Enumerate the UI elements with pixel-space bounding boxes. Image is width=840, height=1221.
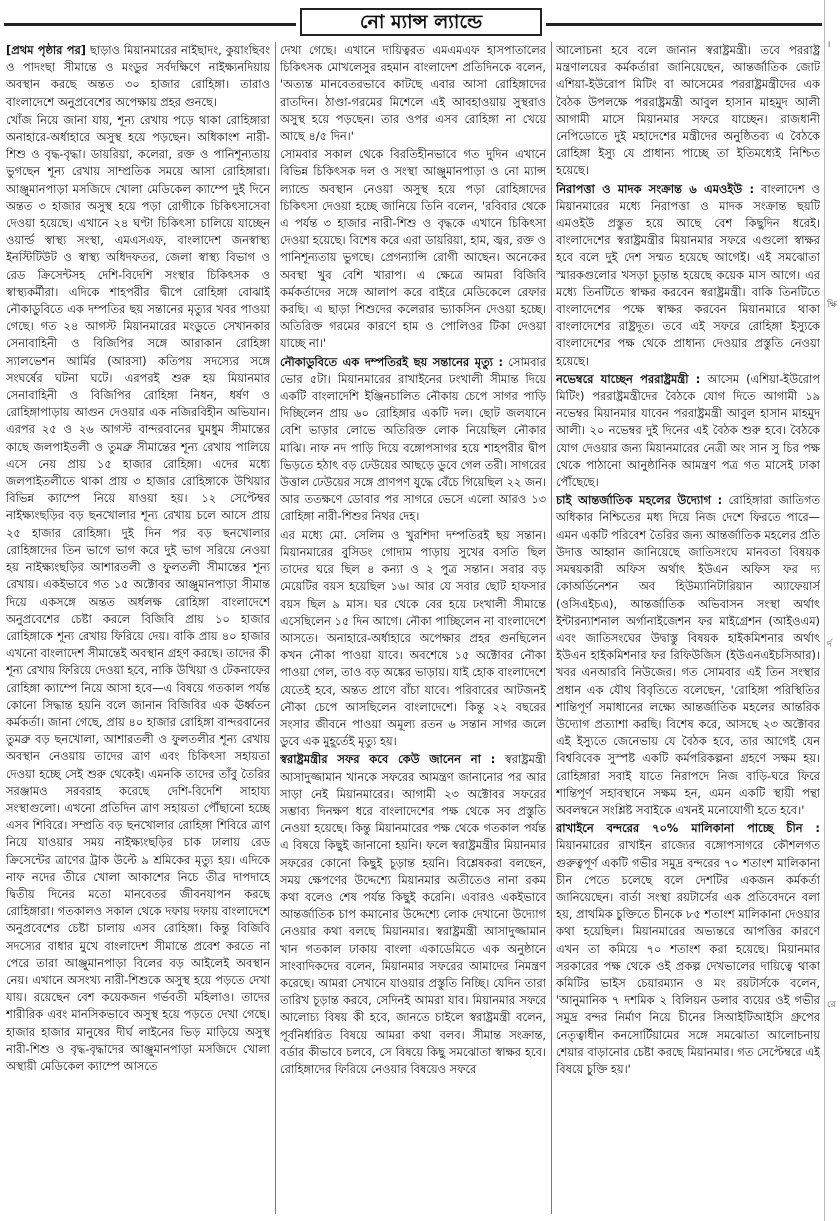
paragraph: দেখা গেছে। এখানে দায়িত্বরত এমএমএফ হাসপাতালের চিকিৎসক মোখলেসুর রহমান বাংলাদেশ প্রতিদিনকে বলেন, 'অত্যন্ত মানবেতরভাবে কাটছে এবার আসা রোহিঙ্গাদের রাতদিন। ঠাণ্ডা-গরমের মিশেলে এই আবহাওয়ায় সুস্থরাও অসুস্থ হয়ে পড়ছেন। তার ওপর এসব রোহিঙ্গা না খেয়ে আছে ৪/৫ দিন।'	[280, 43, 546, 144]
paragraph	[280, 354, 546, 526]
paragraph-text: বাংলাদেশ ও মিয়ানমারের মধ্যে নিরাপত্তা ও মাদক সংক্রান্ত ছয়টি এমওইউ প্রস্তুত হয়ে আছে বেশ কিছুদিন ধরেই। বাংলাদেশের স্বরাষ্ট্রমন্ত্রীর মিয়ানমার সফরে এগুলো স্বাক্ষর হবে বলে দুই দেশ সম্মত হয়েছে আগেই। এই সমঝোতা স্মারকগুলোর খসড়া চূড়ান্ত হয়েছে কয়েক মাস আগে। এর মধ্যে তিনটিতে স্বাক্ষর করবেন স্বরাষ্ট্রমন্ত্রী। বাকি তিনটিতে বাংলাদেশের পক্ষে স্বাক্ষর করবেন মিয়ানমারে থাকা বাংলাদেশের রাষ্ট্রদূত। তবে এই সফরে রোহিঙ্গা ইস্যুকে বাংলাদেশের পক্ষ থেকে প্রাধান্য দেওয়ার প্রস্তুতি নেওয়া হয়েছে।	[556, 181, 820, 368]
paragraph: আলোচনা হবে বলে জানান স্বরাষ্ট্রমন্ত্রী। তবে পররাষ্ট্র মন্ত্রণালয়ের কর্মকর্তারা জানিয়েছেন, আন্তর্জাতিক জোট এশিয়া-ইউরোপ মিটিং বা আসেমের পররাষ্ট্রমন্ত্রীদের এক বৈঠক উপলক্ষে পররাষ্ট্রমন্ত্রী আবুল হাসান মাহমুদ আলী আগামী মাসে মিয়ানমার সফরে যাচ্ছেন। রাজধানী নেপিডোতে দুই মহাদেশের মন্ত্রীদের অনুষ্ঠিতব্য এ বৈঠকে রোহিঙ্গা ইস্যু যে প্রাধান্য পাচ্ছে তা ইতিমধ্যেই নিশ্চিত হয়েছে।	[556, 43, 820, 178]
continuation-marker: [প্রথম পৃষ্ঠার পর]	[6, 43, 86, 57]
article-column-2	[280, 42, 546, 1214]
edge-fragment: ক্ষি	[827, 300, 837, 310]
subheading: স্বরাষ্ট্রমন্ত্রীর সফর কবে কেউ জানেন না :	[280, 752, 496, 767]
paragraph	[280, 751, 546, 1078]
article-column-3	[556, 42, 820, 1214]
edge-fragment: রে	[827, 1000, 836, 1010]
header-rule-left	[4, 23, 296, 26]
paragraph	[556, 371, 820, 491]
adjacent-column-edge	[826, 0, 840, 1221]
column-divider	[275, 42, 276, 1214]
subheading: নৌকাডুবিতে এক দম্পতিরই ছয় সন্তানের মৃত্যু :	[280, 354, 504, 369]
article-column-1	[6, 42, 270, 1214]
edge-divider	[824, 0, 825, 1221]
edge-fragment: ।	[827, 40, 831, 50]
subheading: নিরাপত্তা ও মাদক সংক্রান্ত ৬ এমওইউ :	[556, 181, 754, 196]
page-title: নো ম্যান্স ল্যান্ডে	[300, 8, 542, 36]
paragraph-text: সোমবার ভোর ৫টা। মিয়ানমারের রাখাইনের ঢংখালী সীমান্ত দিয়ে একটি বাংলাদেশি ইঞ্জিনচালিত নৌকায় চেপে সাগর পাড়ি দিচ্ছিলেন প্রায় ৬০ রোহিঙ্গার একটি দল। ছোট জলযানে বেশি ভাড়ার লোভে অতিরিক্ত লোক নিয়েছিল নৌকার মাঝি। নাফ নদ পাড়ি দিয়ে বঙ্গোপসাগর হয়ে শাহপরীর দ্বীপ ভিড়তে হঠাৎ বড় ঢেউয়ের আছড়ে ডুবে গেল তরী। সাগরের উত্তাল ঢেউয়ের সঙ্গে প্রাণপণ যুদ্ধে বেঁচে গিয়েছিল ২২ জন। আর ততক্ষণে ডোবার পর সাগরে ভেসে এলো আরও ১৩ রোহিঙ্গা নারী-শিশুর নিথর দেহ।	[280, 354, 546, 524]
paragraph: এর মধ্যে মো. সেলিম ও খুরশিদা দম্পতিরই ছয় সন্তান। মিয়ানমারের বুসিডং গোদাম পাড়ায় সুখের বসতি ছিল তাদের ঘরে ছিল ৪ কন্যা ও ২ পুত্র সন্তান। সবার বড় মেয়েটির বয়স হয়েছিল ১৬। আর যে সবার ছোট হাফসার বয়স ছিল ৯ মাস। ঘর থেকে বের হয়ে ঢংখালী সীমান্তে এসেছিলেন ১৫ দিন আগে। নৌকা পাচ্ছিলেন না বাংলাদেশে আসতে। অনাহারে-অর্ধাহারে অপেক্ষার প্রহর গুনছিলেন কখন নৌকা পাওয়া যাবে। অবশেষে ১৫ অক্টোবর নৌকা পাওয়া গেল, তাও বড় অঙ্কের ভাড়ায়। যাই হোক বাংলাদেশে যেতেই হবে, অন্তত প্রাণে বাঁচা যাবে। পরিবারের আটজনই নৌকা চেপে আসছিলেন বাংলাদেশে। কিন্তু ২২ বছরের সংসার জীবনে পাওয়া অমূল্য রতন ৬ সন্তান সাগর জলে ডুবে এক মুহূর্তেই মৃত্যু হয়।	[280, 527, 546, 749]
paragraph-text: রোহিঙ্গারা জাতিগত অধিকার নিশ্চিতের মধ্য দিয়ে নিজ দেশে ফিরতে পারে—এমন একটি পরিবেশ তৈরির জন্য আন্তর্জাতিক মহলের প্রতি উদাত্ত আহ্বান জানিয়েছে জাতিসংঘে মানবতা বিষয়ক সমন্বয়কারী অফিস অর্থাৎ ইউএন অফিস ফর দ্য কোঅর্ডিনেশন অব হিউম্যানিটারিয়ান অ্যাফেয়ার্স (ওসিএইচএ), আন্তর্জাতিক অভিবাসন সংস্থা অর্থাৎ ইন্টারন্যাশনাল অর্গানাইজেশন ফর মাইগ্রেশন (আইওএম) এবং জাতিসংঘের উদ্বাস্তু বিষয়ক হাইকমিশনার অর্থাৎ ইউএন হাইকমিশনার ফর রিফিউজিস (ইউএনএইচসিআর)। খবর এনআরবি নিউজের। গত সোমবার এই তিন সংস্থার প্রধান এক যৌথ বিবৃতিতে বলেছেন, 'রোহিঙ্গা পরিস্থিতির শান্তিপূর্ণ সমাধানের লক্ষ্যে আন্তর্জাতিক মহলের আন্তরিক উদ্যোগ প্রত্যাশা করছি। বিশেষ করে, আসছে ২৩ অক্টোবর এই ইস্যুতে জেনেভায় যে বৈঠক হবে, তার আগেই যেন বিশ্ববিবেক সুস্পষ্ট একটি কর্মপরিকল্পনা গ্রহণে সক্ষম হয়। রোহিঙ্গারা সবাই যাতে নিরাপদে নিজ বাড়ি-ঘরে ফিরে শান্তিপূর্ণ সহাবস্থানে সক্ষম হন, এমন একটি স্থায়ী পন্থা অবলম্বনে সংশ্লিষ্ট সবাইকে এখনই মনোযোগী হতে হবে।'	[556, 493, 820, 817]
header-rule-right	[546, 23, 822, 26]
paragraph-text: ছাড়াও মিয়ানমারের নাইছাদং, কুয়াংছিবং ও পাদংছা সীমান্তে ও মংডুর সর্বদক্ষিণে নাইক্ষ্যনদিয়ায় অবস্থান করছে অন্তত ৩০ হাজার রোহিঙ্গা। তারাও বাংলাদেশে অনুপ্রবেশের অপেক্ষায় প্রহর গুনছে।	[6, 43, 270, 109]
subheading: নভেম্বরে যাচ্ছেন পররাষ্ট্রমন্ত্রী :	[556, 371, 701, 386]
paragraph	[556, 820, 820, 1078]
paragraph-text: আসেম (এশিয়া-ইউরোপ মিটিং) পররাষ্ট্রমন্ত্রীদের বৈঠকে যোগ দিতে আগামী ১৯ নভেম্বর মিয়ানমার যাবেন পররাষ্ট্রমন্ত্রী আবুল হাসান মাহমুদ আলী। ২০ নভেম্বর দুই দিনের এই বৈঠক শুরু হবে। বৈঠকে যোগ দেওয়ার জন্য মিয়ানমারের নেত্রী অং সান সু চির পক্ষ থেকে পাঠানো আনুষ্ঠানিক আমন্ত্রণ পত্র গত মাসেই ঢাকা পৌঁছেছে।	[556, 371, 820, 490]
paragraph-text: মিয়ানমারের রাখাইন রাজ্যের বঙ্গোপসাগরে কৌশলগত গুরুত্বপূর্ণ একটি গভীর সমুদ্র বন্দরের ৭০ শতাংশ মালিকানা চীন পেতে চলেছে বলে দেশটির একজন কর্মকর্তা জানিয়েছেন। বার্তা সংস্থা রয়টার্সের এক প্রতিবেদনে বলা হয়, প্রাথমিক চুক্তিতে চীনকে ৮৫ শতাংশ মালিকানা দেওয়ার কথা হয়েছিল। মিয়ানমারের অভ্যন্তরে আপত্তির কারণে এখন তা কমিয়ে ৭০ শতাংশ করা হয়েছে। মিয়ানমার সরকারের পক্ষ থেকে ওই প্রকল্প দেখভালের দায়িত্বে থাকা কমিটির ভাইস চেয়ারম্যান ও মং রয়টার্সকে বলেন, 'আনুমানিক ৭ দশমিক ২ বিলিয়ন ডলার ব্যয়ের ওই গভীর সমুদ্র বন্দর নির্মাণ নিয়ে চীনের সিআইটিআইসি গ্রুপের নেতৃত্বাধীন কনসোর্টিয়ামের সঙ্গে সমঝোতা আলোচনায় শেয়ার বাড়ানোর চেষ্টা করছে মিয়ানমার। গত সেপ্টেম্বরে এই বিষয়ে চুক্তি হয়।'	[556, 838, 820, 1076]
page-header	[0, 8, 822, 38]
edge-fragment: র্দ	[827, 640, 832, 650]
paragraph-text: স্বরাষ্ট্রমন্ত্রী আসাদুজ্জামান খানকে সফরের আমন্ত্রণ জানানোর পর আর সাড়া নেই মিয়ানমারের। আগামী ২৩ অক্টোবর সফরের সম্ভাব্য দিনক্ষণ ধরে বাংলাদেশের পক্ষ থেকে সব প্রস্তুতি নেওয়া হয়েছে। কিন্তু মিয়ানমারের পক্ষ থেকে গতকাল পর্যন্ত এ বিষয়ে কিছুই জানানো হয়নি। ফলে স্বরাষ্ট্রমন্ত্রীর মিয়ানমার সফরের কোনো কিছুই চূড়ান্ত হয়নি। বিশ্লেষকরা বলছেন, সময় ক্ষেপণের উদ্দেশ্যে মিয়ানমার অতীতেও নানা রকম কথা বলেও শেষ পর্যন্ত কিছুই করেনি। এবারও একইভাবে আন্তর্জাতিক চাপ কমানোর উদ্দেশ্যে লোক দেখানো উদ্যোগ নেওয়ার কথা বলছে মিয়ানমার। স্বরাষ্ট্রমন্ত্রী আসাদুজ্জামান খান গতকাল ঢাকায় বাংলা একাডেমিতে এক অনুষ্ঠানে সাংবাদিকদের বলেন, মিয়ানমার সফরের আমাদের নিমন্ত্রণ করেছে। আমরা সেখানে যাওয়ার প্রস্তুতি নিচ্ছি। যেদিন তারা তারিখ চূড়ান্ত করবে, সেদিনই আমরা যাব। মিয়ানমার সফরে আলোচ্য বিষয় কী হবে, জানতে চাইলে স্বরাষ্ট্রমন্ত্রী বলেন, পূর্বনির্ধারিত বিষয়ে আমরা কথা বলব। সীমান্ত সংক্রান্ত, বর্ডার কীভাবে চলবে, সে বিষয়ে কিছু সমঝোতা স্বাক্ষর হবে। রোহিঙ্গাদের ফিরিয়ে নেওয়ার বিষয়েও সফরে	[280, 752, 546, 1076]
paragraph	[556, 492, 820, 819]
subheading: রাখাইনে বন্দরের ৭০% মালিকানা পাচ্ছে চীন :	[556, 821, 820, 836]
paragraph	[556, 181, 820, 370]
column-divider	[551, 42, 552, 1214]
paragraph	[6, 42, 270, 111]
paragraph: খোঁজ নিয়ে জানা যায়, শূন্য রেখায় পড়ে থাকা রোহিঙ্গারা অনাহারে-অর্ধাহারে অসুস্থ হয়ে পড়ছেন। অধিকাংশ নারী-শিশু ও বৃদ্ধ-বৃদ্ধা। ডায়রিয়া, কলেরা, রক্ত ও পানিশূন্যতায় ভুগছেন শূন্য রেখায় সাম্প্রতিক সময়ে আসা রোহিঙ্গারা। আঞ্জুমানপাড়া মসজিদে খোলা মেডিকেল ক্যাম্পে দুই দিনে অন্তত ৩ হাজার অসুস্থ হয়ে পড়া রোগীকে চিকিৎসাসেবা দেওয়া হয়েছে। এখানে ২৪ ঘণ্টা চিকিৎসা চালিয়ে যাচ্ছেন ওয়ার্ল্ড স্বাস্থ্য সংস্থা, এমএসএফ, বাংলাদেশ জনস্বাস্থ্য ইনস্টিটিউট ও স্বাস্থ্য অধিদফতর, জেলা স্বাস্থ্য বিভাগ ও রেড ক্রিসেন্টসহ দেশি-বিদেশি সংস্থার চিকিৎসক ও স্বাস্থ্যকর্মীরা। এদিকে শাহপরীর দ্বীপে রোহিঙ্গা বোঝাই নৌকাডুবিতে এক দম্পতির ছয় সন্তানের মৃত্যুর খবর পাওয়া গেছে। গত ২৪ আগস্ট মিয়ানমারের মংডুতে সেখানকার সেনাবাহিনী ও বিজিপির সঙ্গে আরাকান রোহিঙ্গা স্যালভেশন আর্মির (আরসা) কতিপয় সদস্যের সঙ্গে সংঘর্ষের ঘটনা ঘটে। এরপরই শুরু হয় মিয়ানমার সেনাবাহিনী ও বিজিপির রোহিঙ্গা নিধন, ধর্ষণ ও রোহিঙ্গাপাড়ায় আগুন দেওয়ার এক নজিরবিহীন অভিযান। এরপর ২৫ ও ২৬ আগস্ট বান্দরবানের ঘুমধুম সীমান্তের কাছে জলপাইতলী ও তুমব্রু সীমান্তের শূন্য রেখায় পালিয়ে এসে নেয় প্রায় ১৫ হাজার রোহিঙ্গা। এদের মধ্যে জলপাইতলীতে থাকা প্রায় ৩ হাজার রোহিঙ্গাকে উখিয়ার বিভিন্ন ক্যাম্পে নিয়ে যাওয়া হয়। ১২ সেপ্টেম্বর নাইক্ষ্যংছড়ির বড় ছনখোলার শূন্য রেখায় চলে আসে প্রায় ২৫ হাজার রোহিঙ্গা। দুই দিন পর বড় ছনখোলার রোহিঙ্গাদের তিন ভাগে ভাগ করে দুই ভাগ সরিয়ে নেওয়া হয় নাইক্ষ্যংছড়ির আশারতলী ও ফুলতলী সীমান্তের শূন্য রেখায়। একইভাবে গত ১৫ অক্টোবর আঞ্জুমানপাড়া সীমান্ত দিয়ে একসঙ্গে অন্তত অর্ধলক্ষ রোহিঙ্গা বাংলাদেশে অনুপ্রবেশের চেষ্টা করলে বিজিবি প্রায় ১০ হাজার রোহিঙ্গাকে শূন্য রেখায় ফিরিয়ে দেয়। বাকি প্রায় ৪০ হাজার এখনো বাংলাদেশ সীমান্তেই অবস্থান গ্রহণ করছে। তাদের কী শূন্য রেখায় ফিরিয়ে দেওয়া হবে, নাকি উখিয়া ও টেকনাফের রোহিঙ্গা ক্যাম্পে নিয়ে আসা হবে—এ বিষয়ে গতকাল পর্যন্ত কোনো সিদ্ধান্ত হয়নি বলে জানান বিজিবির এক ঊর্ধ্বতন কর্মকর্তা। জানা গেছে, প্রায় ৪০ হাজার রোহিঙ্গা বান্দরবানের তুমব্রু বড় ছনখোলা, আশারতলী ও ফুলতলীর শূন্য রেখায় অবস্থান নেওয়ায় তাদের ত্রাণ এবং চিকিৎসা সহায়তা দেওয়া হচ্ছে সেই শুরু থেকেই। এমনকি তাদের তাঁবু তৈরির সরঞ্জামও সরবরাহ করেছে দেশি-বিদেশি সাহায্য সংস্থাগুলো। এখনো প্রতিদিন ত্রাণ সহায়তা পৌঁছানো হচ্ছে এসব শিবিরে। সম্প্রতি বড় ছনখোলার রোহিঙ্গা শিবিরে ত্রাণ নিয়ে যাওয়ার সময় নাইক্ষ্যংছড়ির চাক ঢালায় রেড ক্রিসেন্টের ত্রাণের ট্রাক উল্টে ৯ শ্রমিকের মৃত্যু হয়। এদিকে নাফ নদের তীরে খোলা আকাশের নিচে তীব্র দাপদাহে দ্বিতীয় দিনের মতো মানবেতর জীবনযাপন করছে রোহিঙ্গারা। গতকালও সকাল থেকে দফায় দফায় বাংলাদেশে অনুপ্রবেশের চেষ্টা চালায় এসব রোহিঙ্গা। কিন্তু বিজিবি সদস্যের বাধার মুখে বাংলাদেশ সীমান্তে প্রবেশ করতে না পেরে তারা আঞ্জুমানপাড়া বিলের বড় আইলেই অবস্থান নেয়। এখানে অসংখ্য নারী-শিশুকে অসুস্থ হয়ে পড়তে দেখা যায়। রয়েছেন বেশ কয়েকজন গর্ভবতী মহিলাও। তাদের শারীরিক এবং মানসিকভাবে অসুস্থ হয়ে পড়তে দেখা গেছে। হাজার হাজার মানুষের দীর্ঘ লাইনের ভিড় মাড়িয়ে অসুস্থ নারী-শিশু ও বৃদ্ধ-বৃদ্ধাদের আঞ্জুমানপাড়া মসজিদে খোলা অস্থায়ী মেডিকেল ক্যাম্পে আসতে	[6, 112, 270, 1073]
paragraph: সোমবার সকাল থেকে বিরতিহীনভাবে গত দুদিন এখানে বিভিন্ন চিকিৎসক দল ও সংস্থা আঞ্জুমানপাড়া ও নো ম্যান্স ল্যান্ডে অবস্থান নেওয়া অসুস্থ হয়ে পড়া রোহিঙ্গাদের চিকিৎসা দেওয়া হচ্ছে জানিয়ে তিনি বলেন, 'রবিবার থেকে এ পর্যন্ত ৩ হাজার নারী-শিশু ও বৃদ্ধকে এখানে চিকিৎসা দেওয়া হয়েছে। বিশেষ করে এরা ডায়রিয়া, হাম, জ্বর, রক্ত ও পানিশূন্যতায় ভুগছে। প্রেগন্যান্সি রোগী আছেন। অনেকের অবস্থা খুব বেশি খারাপ। এ ক্ষেত্রে আমরা বিজিবি কর্মকর্তাদের সঙ্গে আলাপ করে বাইরে মেডিকেলে রেফার করছি। এ ছাড়া শিশুদের কলেরার ভ্যাকসিন দেওয়া হচ্ছে। অতিরিক্ত গরমের কারণে হাম ও পোলিওর টিকা দেওয়া যাচ্ছে না।'	[280, 147, 546, 351]
subheading: চাই আন্তর্জাতিক মহলের উদ্যোগ :	[556, 493, 723, 508]
